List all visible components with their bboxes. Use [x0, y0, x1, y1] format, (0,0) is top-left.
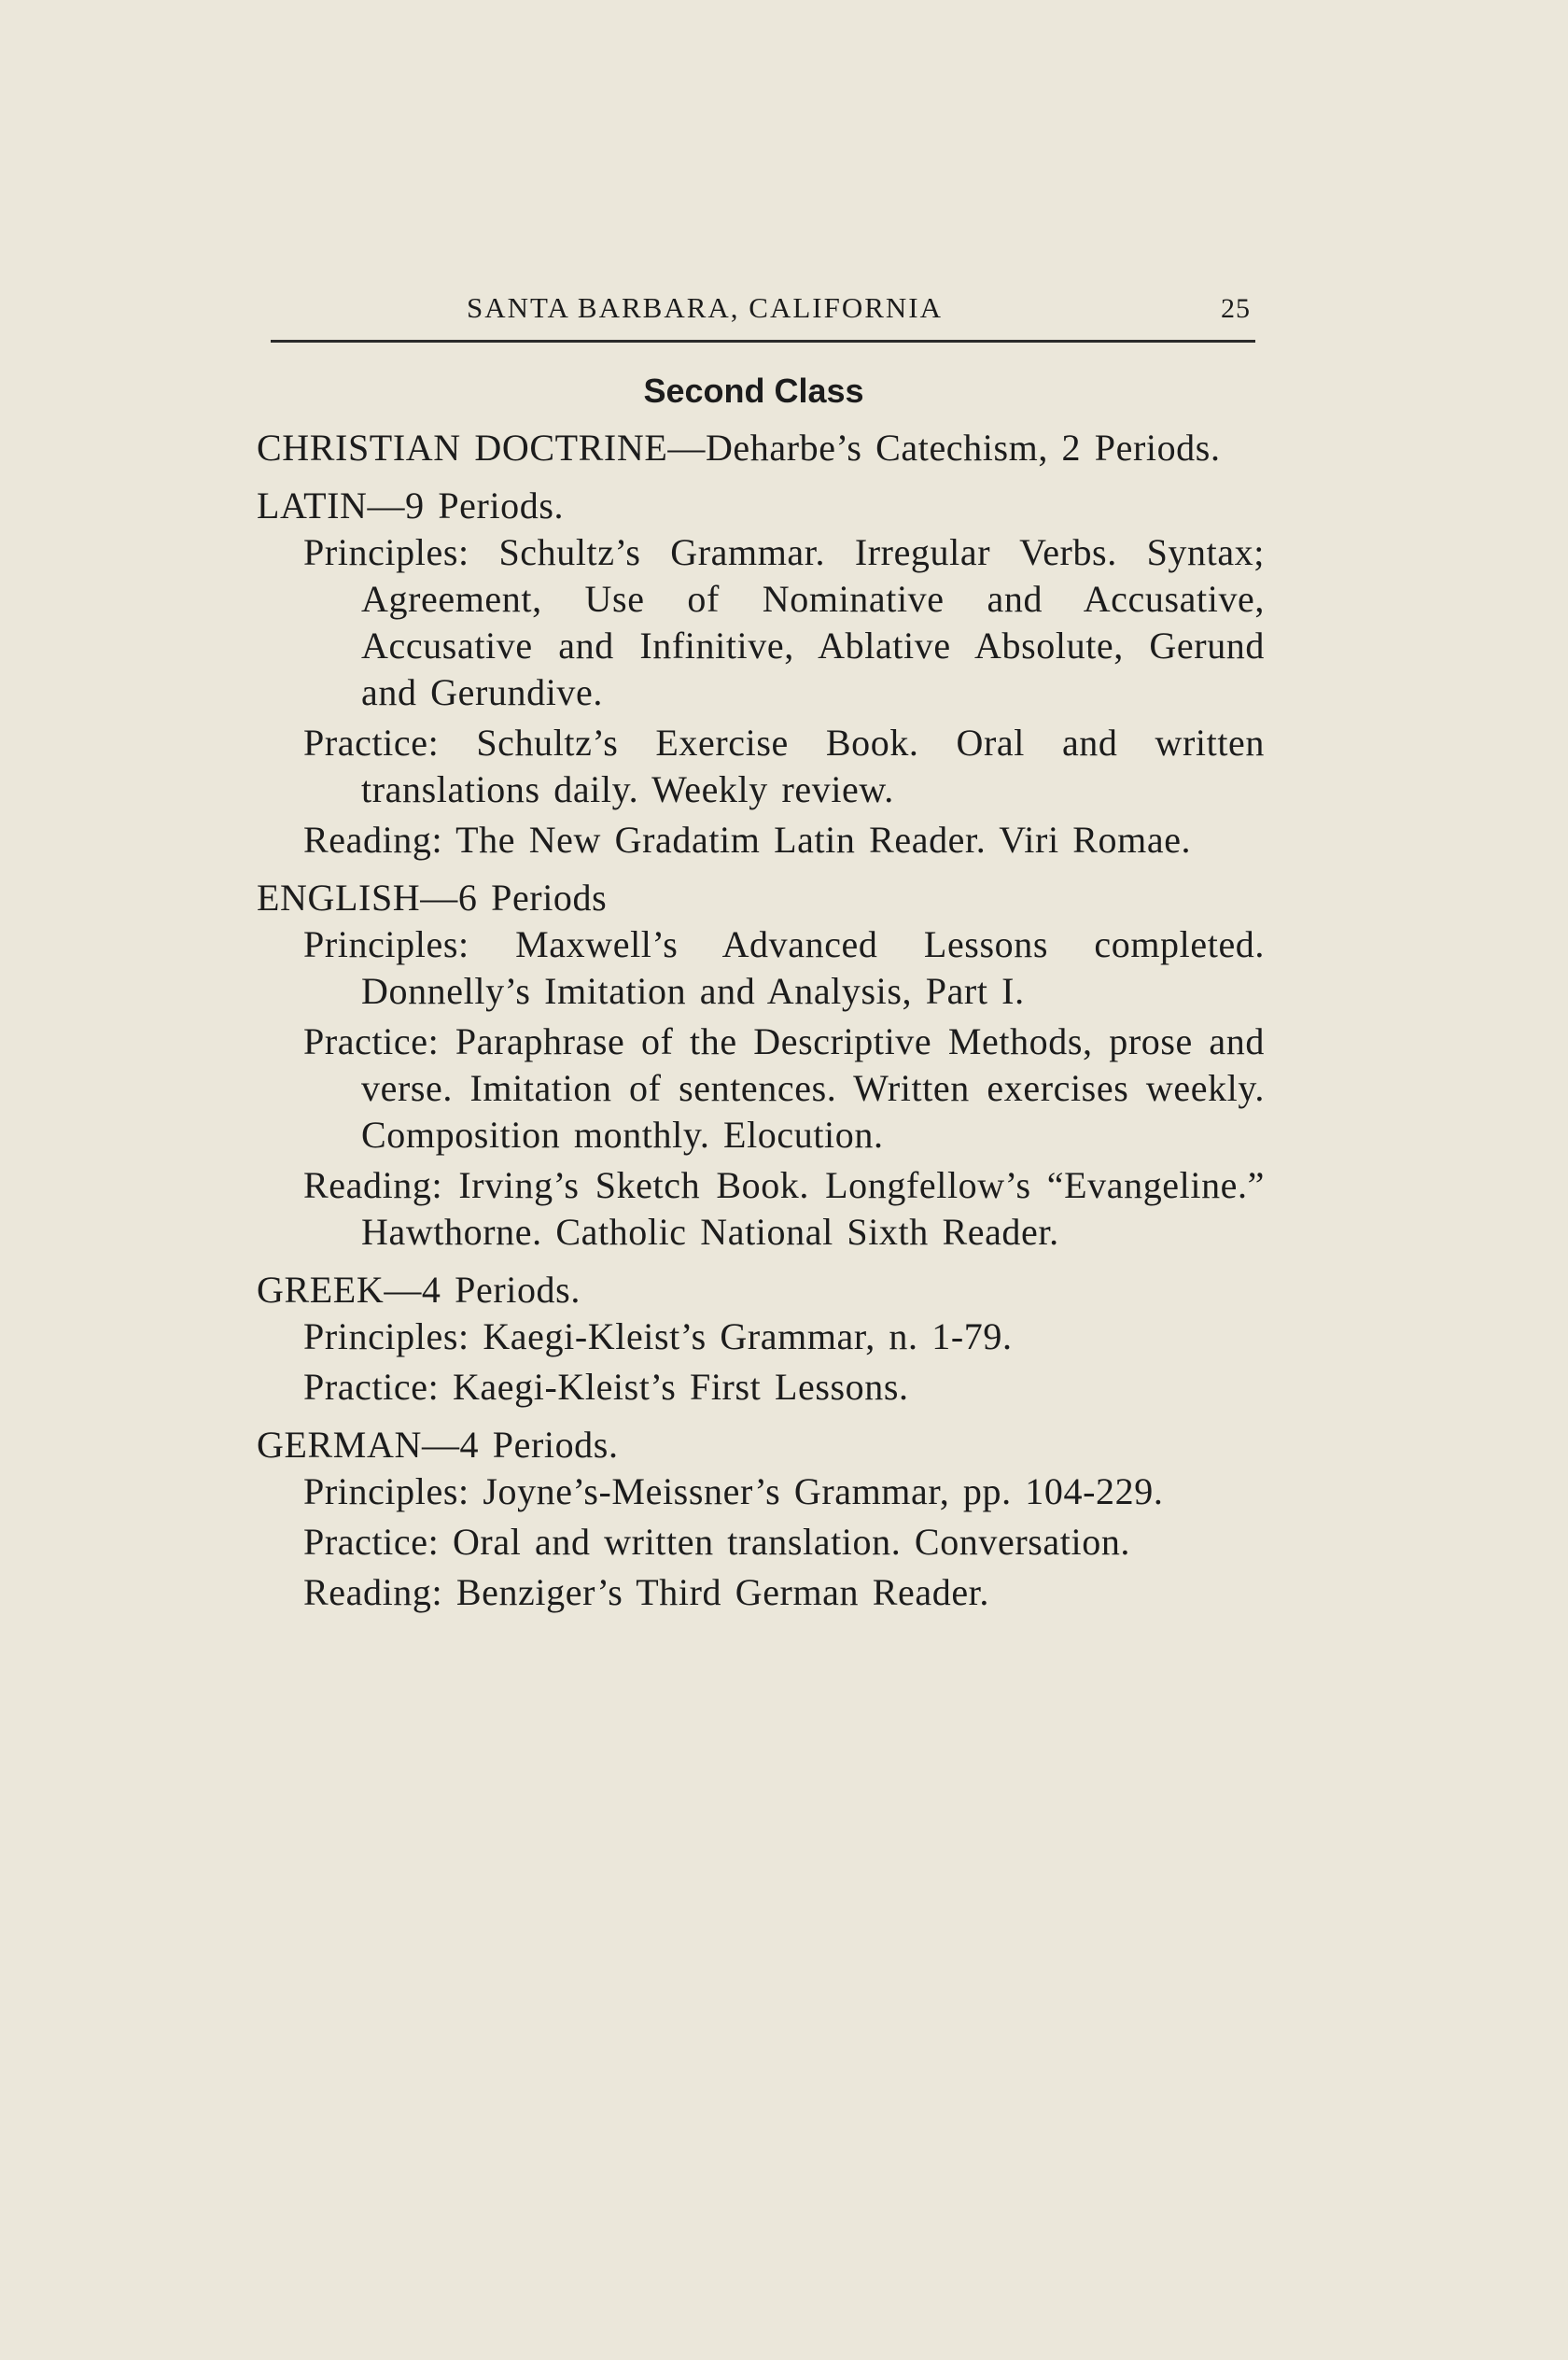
entry-text: Schultz’s Exercise Book. Oral and written translations daily. Weekly review. — [361, 722, 1265, 810]
entry-text: The New Gradatim Latin Reader. Viri Romae. — [455, 819, 1192, 861]
running-head — [271, 280, 1260, 336]
section-heading: Second Class — [643, 372, 864, 410]
entry-text: Oral and written translation. Conversation. — [452, 1521, 1131, 1563]
latin-reading — [303, 817, 1265, 864]
course-listing — [257, 425, 1265, 1627]
subject-christian-doctrine — [257, 425, 1265, 471]
entry-label: Reading: — [303, 1571, 443, 1613]
subject-english — [257, 875, 1265, 1256]
entry-label: Reading: — [303, 1164, 443, 1206]
subject-heading: GREEK—4 Periods. — [257, 1269, 581, 1311]
latin-principles — [303, 529, 1265, 716]
entry-text: Joyne’s-Meissner’s Grammar, pp. 104-229. — [483, 1470, 1164, 1512]
german-principles — [303, 1468, 1265, 1515]
entry-label: Practice: — [303, 1366, 440, 1408]
header-rule — [271, 340, 1255, 343]
english-principles — [303, 921, 1265, 1015]
entry-label: Practice: — [303, 1521, 440, 1563]
greek-principles — [303, 1313, 1265, 1360]
running-title: SANTA BARBARA, CALIFORNIA — [467, 291, 943, 324]
entry-label: Principles: — [303, 923, 469, 965]
latin-practice — [303, 720, 1265, 813]
entry-label: Reading: — [303, 819, 443, 861]
subject-heading: GERMAN—4 Periods. — [257, 1424, 619, 1466]
german-reading — [303, 1569, 1265, 1616]
entry-text: Maxwell’s Advanced Lessons completed. Donnelly’s Imitation and Analysis, Part I. — [361, 923, 1265, 1012]
english-reading — [303, 1162, 1265, 1256]
entry-label: Practice: — [303, 1020, 440, 1062]
entry-label: Principles: — [303, 1315, 469, 1357]
subject-greek — [257, 1267, 1265, 1411]
subject-heading: CHRISTIAN DOCTRINE—Deharbe’s Catechism, 2 Periods. — [257, 427, 1221, 469]
entry-text: Kaegi-Kleist’s First Lessons. — [452, 1366, 909, 1408]
entry-text: Benziger’s Third German Reader. — [455, 1571, 989, 1613]
entry-label: Principles: — [303, 1470, 469, 1512]
greek-practice — [303, 1364, 1265, 1411]
subject-latin — [257, 483, 1265, 864]
entry-text: Paraphrase of the Descriptive Methods, prose and verse. Imitation of sentences. Written exercises weekly. Composition monthly. Elocution. — [361, 1020, 1265, 1156]
entry-label: Practice: — [303, 722, 440, 764]
page-number: 25 — [1221, 293, 1251, 324]
entry-text: Irving’s Sketch Book. Longfellow’s “Evangeline.” Hawthorne. Catholic National Sixth Reader. — [361, 1164, 1265, 1253]
entry-label: Principles: — [303, 531, 469, 573]
entry-text: Kaegi-Kleist’s Grammar, n. 1-79. — [483, 1315, 1013, 1357]
entry-text: Schultz’s Grammar. Irregular Verbs. Syntax; Agreement, Use of Nominative and Accusative, Accusative and Infinitive, Ablative Absolute, Gerund and Gerundive. — [361, 531, 1265, 713]
subject-heading: ENGLISH—6 Periods — [257, 877, 608, 919]
subject-german — [257, 1422, 1265, 1616]
german-practice — [303, 1519, 1265, 1566]
english-practice — [303, 1018, 1265, 1159]
subject-heading: LATIN—9 Periods. — [257, 485, 565, 527]
